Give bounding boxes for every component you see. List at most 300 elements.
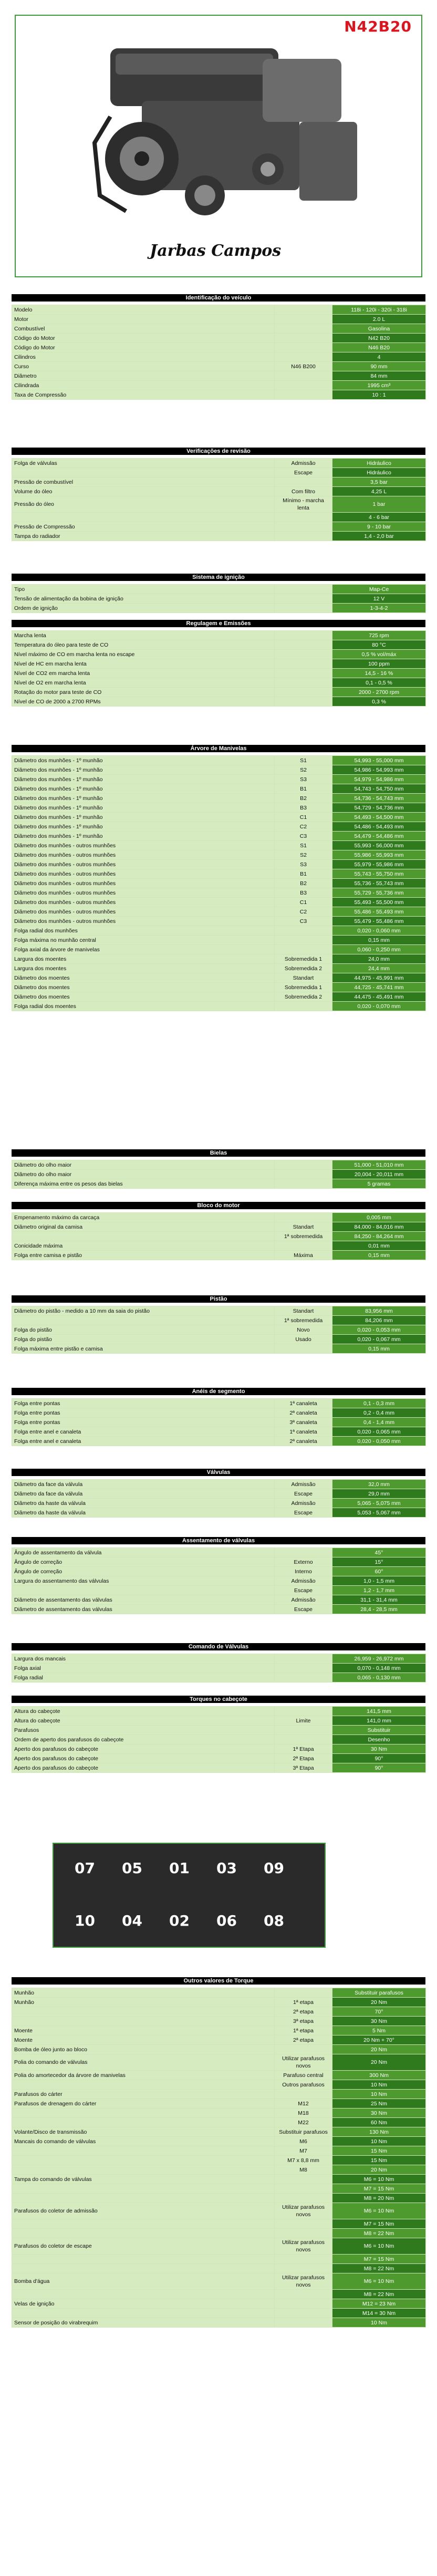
spec-value: 3,5 bar: [332, 477, 426, 487]
spec-condition: B3: [275, 803, 332, 813]
spec-label: Diâmetro dos munhões - outros munhões: [12, 898, 275, 907]
spec-value: Map-Ce: [332, 585, 426, 594]
spec-label: Ângulo de assentamento da válvula: [12, 1548, 275, 1557]
spec-label: Diâmetro dos munhões - outros munhões: [12, 860, 275, 869]
spec-row: [12, 1325, 426, 1335]
spec-label: Aperto dos parafusos do cabeçote: [12, 1763, 275, 1773]
spec-label: [12, 513, 275, 522]
spec-row: [12, 1222, 426, 1232]
spec-value: 5,065 - 5,075 mm: [332, 1499, 426, 1508]
spec-value: Hidráulico: [332, 468, 426, 477]
spec-table: [12, 1306, 426, 1354]
spec-condition: 3ª Etapa: [275, 1763, 332, 1773]
spec-row: [12, 1754, 426, 1763]
spec-row: [12, 1508, 426, 1518]
spec-value: 0,1 - 0,5 %: [332, 678, 426, 688]
spec-condition: M18: [275, 2108, 332, 2118]
spec-label: Folga máxima entre pistão e camisa: [12, 1344, 275, 1354]
spec-row: [12, 2054, 426, 2071]
spec-table: [12, 1988, 426, 2328]
spec-condition: [275, 532, 332, 541]
spec-condition: Substituir parafusos: [275, 2127, 332, 2137]
spec-label: Folga entre camisa e pistão: [12, 1251, 275, 1260]
spec-label: Diâmetro dos moentes: [12, 983, 275, 992]
spec-label: [12, 2194, 275, 2203]
spec-label: Diâmetro dos munhões - outros munhões: [12, 869, 275, 879]
section-title: Válvulas: [12, 1469, 425, 1476]
spec-row: [12, 2026, 426, 2035]
spec-label: Cilindrada: [12, 381, 275, 390]
spec-row: [12, 585, 426, 594]
spec-row: [12, 352, 426, 362]
spec-label: Parafusos do cárter: [12, 2090, 275, 2099]
spec-value: 0,3 %: [332, 697, 426, 707]
spec-condition: [275, 2090, 332, 2099]
spec-section-s14: [12, 1977, 425, 2328]
spec-value: 55,979 - 55,986 mm: [332, 860, 426, 869]
spec-label: Parafusos: [12, 1726, 275, 1735]
spec-label: [12, 468, 275, 477]
spec-label: [12, 2290, 275, 2299]
spec-condition: Usado: [275, 1335, 332, 1344]
spec-condition: [275, 315, 332, 324]
spec-value: 55,986 - 55,993 mm: [332, 850, 426, 860]
spec-row: [12, 381, 426, 390]
spec-row: [12, 794, 426, 803]
spec-row: [12, 1241, 426, 1251]
spec-condition: [275, 1241, 332, 1251]
spec-condition: [275, 334, 332, 343]
spec-row: [12, 1673, 426, 1682]
spec-section-s6: [12, 1149, 425, 1189]
spec-label: Folga entre pontas: [12, 1399, 275, 1408]
spec-condition: [275, 659, 332, 669]
spec-value: M6 = 10 Nm: [332, 2238, 426, 2255]
spec-section-s1: [12, 294, 425, 400]
spec-row: [12, 2045, 426, 2054]
spec-row: [12, 1480, 426, 1489]
spec-row: [12, 594, 426, 604]
spec-condition: S3: [275, 775, 332, 784]
spec-label: Pressão de combustível: [12, 477, 275, 487]
spec-label: Mancais do comando de válvulas: [12, 2137, 275, 2146]
spec-value: 1 bar: [332, 496, 426, 513]
spec-label: Temperatura do óleo para teste de CO: [12, 640, 275, 650]
spec-value: M8 = 22 Nm: [332, 2229, 426, 2238]
spec-row: [12, 2165, 426, 2175]
spec-label: Munhão: [12, 1988, 275, 1998]
spec-label: Diâmetro da face da válvula: [12, 1489, 275, 1499]
spec-condition: Externo: [275, 1557, 332, 1567]
spec-row: [12, 898, 426, 907]
spec-value: 118i - 120i - 320i - 318i: [332, 305, 426, 315]
spec-row: [12, 2156, 426, 2165]
spec-value: 25 Nm: [332, 2099, 426, 2108]
spec-label: Munhão: [12, 1998, 275, 2007]
spec-value: 60 Nm: [332, 2118, 426, 2127]
spec-label: Código do Motor: [12, 343, 275, 352]
spec-condition: Sobremedida 1: [275, 954, 332, 964]
spec-row: [12, 1251, 426, 1260]
spec-condition: Sobremedida 1: [275, 983, 332, 992]
spec-condition: [275, 1170, 332, 1179]
spec-condition: 2ª etapa: [275, 2035, 332, 2045]
spec-value: 0,15 mm: [332, 936, 426, 945]
spec-label: [12, 2184, 275, 2194]
spec-condition: [275, 2045, 332, 2054]
spec-value: 54,979 - 54,986 mm: [332, 775, 426, 784]
spec-label: Diâmetro da haste da válvula: [12, 1508, 275, 1518]
spec-row: [12, 2194, 426, 2203]
spec-row: [12, 879, 426, 888]
spec-row: [12, 334, 426, 343]
spec-label: Nível de O2 em marcha lenta: [12, 678, 275, 688]
spec-value: 1,4 - 2,0 bar: [332, 532, 426, 541]
spec-value: 1,2 - 1,7 mm: [332, 1586, 426, 1595]
spec-condition: M7: [275, 2146, 332, 2156]
spec-condition: Escape: [275, 1605, 332, 1614]
spec-label: Aperto dos parafusos do cabeçote: [12, 1754, 275, 1763]
spec-value: 84 mm: [332, 371, 426, 381]
spec-label: [12, 2219, 275, 2229]
spec-row: [12, 2203, 426, 2219]
spec-value: 2.0 L: [332, 315, 426, 324]
spec-section-s12: [12, 1643, 425, 1682]
spec-condition: S1: [275, 756, 332, 765]
spec-row: [12, 513, 426, 522]
spec-value: M7 = 15 Nm: [332, 2184, 426, 2194]
spec-condition: 3ª canaleta: [275, 1418, 332, 1427]
spec-section-s4: [12, 620, 425, 707]
spec-label: Altura do cabeçote: [12, 1707, 275, 1716]
spec-condition: Limite: [275, 1716, 332, 1726]
spec-value: N42 B20: [332, 334, 426, 343]
spec-value: 44,725 - 45,741 mm: [332, 983, 426, 992]
spec-value: M8 = 22 Nm: [332, 2264, 426, 2273]
section-title: Anéis de segmento: [12, 1388, 425, 1395]
spec-condition: Sobremedida 2: [275, 964, 332, 973]
spec-row: [12, 2309, 426, 2318]
spec-row: [12, 315, 426, 324]
spec-label: Ângulo de correção: [12, 1567, 275, 1576]
spec-row: [12, 926, 426, 936]
spec-row: [12, 917, 426, 926]
spec-label: Ordem de ignição: [12, 604, 275, 613]
spec-value: 0,020 - 0,060 mm: [332, 926, 426, 936]
spec-condition: [275, 604, 332, 613]
spec-value: 20 Nm: [332, 1998, 426, 2007]
spec-row: [12, 1170, 426, 1179]
spec-row: [12, 1335, 426, 1344]
spec-condition: [275, 640, 332, 650]
spec-row: [12, 2318, 426, 2328]
spec-row: [12, 688, 426, 697]
spec-value: 0,020 - 0,070 mm: [332, 1002, 426, 1011]
spec-value: M6 = 10 Nm: [332, 2175, 426, 2184]
spec-row: [12, 1988, 426, 1998]
spec-label: Diâmetro dos munhões - outros munhões: [12, 888, 275, 898]
spec-value: M8 = 20 Nm: [332, 2194, 426, 2203]
spec-label: [12, 1232, 275, 1241]
spec-label: [12, 2264, 275, 2273]
spec-label: Diâmetro da haste da válvula: [12, 1499, 275, 1508]
spec-condition: [275, 390, 332, 400]
spec-label: Curso: [12, 362, 275, 371]
engine-code-title: N42B20: [344, 18, 412, 35]
spec-value: 24,4 mm: [332, 964, 426, 973]
spec-condition: [275, 2184, 332, 2194]
spec-value: 54,993 - 55,000 mm: [332, 756, 426, 765]
spec-label: Volume do óleo: [12, 487, 275, 496]
spec-value: 300 Nm: [332, 2071, 426, 2080]
spec-row: [12, 1654, 426, 1664]
spec-value: 5 Nm: [332, 2026, 426, 2035]
spec-label: Sensor de posição do virabrequim: [12, 2318, 275, 2328]
spec-label: Rotação do motor para teste de CO: [12, 688, 275, 697]
spec-label: Velas de ignição: [12, 2299, 275, 2309]
spec-value: 83,956 mm: [332, 1306, 426, 1316]
spec-row: [12, 983, 426, 992]
section-title: Bielas: [12, 1149, 425, 1157]
spec-row: [12, 604, 426, 613]
spec-value: 90°: [332, 1763, 426, 1773]
spec-label: Moente: [12, 2035, 275, 2045]
spec-condition: [275, 477, 332, 487]
spec-condition: Utilizar parafusos novos: [275, 2238, 332, 2255]
spec-row: [12, 2264, 426, 2273]
spec-row: [12, 487, 426, 496]
spec-value: 0,070 - 0,148 mm: [332, 1664, 426, 1673]
spec-condition: 2ª etapa: [275, 2007, 332, 2017]
spec-condition: 1ª Etapa: [275, 1744, 332, 1754]
spec-condition: [275, 2309, 332, 2318]
spec-condition: M7 x 8,8 mm: [275, 2156, 332, 2165]
spec-row: [12, 2090, 426, 2099]
spec-row: [12, 477, 426, 487]
spec-label: Moente: [12, 2026, 275, 2035]
spec-condition: [275, 1726, 332, 1735]
spec-row: [12, 964, 426, 973]
spec-row: [12, 1316, 426, 1325]
spec-row: [12, 1437, 426, 1446]
spec-value: 90 mm: [332, 362, 426, 371]
spec-condition: [275, 513, 332, 522]
spec-label: Folga axial: [12, 1664, 275, 1673]
spec-condition: [275, 697, 332, 707]
spec-row: [12, 640, 426, 650]
spec-row: [12, 1998, 426, 2007]
spec-label: Bomba d'água: [12, 2273, 275, 2290]
spec-label: Diâmetro dos munhões - outros munhões: [12, 917, 275, 926]
spec-value: 14,5 - 16 %: [332, 669, 426, 678]
spec-condition: [275, 936, 332, 945]
spec-label: Diâmetro dos munhões - 1º munhão: [12, 832, 275, 841]
engine-photo-frame: [15, 15, 422, 277]
spec-value: 55,736 - 55,743 mm: [332, 879, 426, 888]
spec-row: [12, 532, 426, 541]
spec-value: 12 V: [332, 594, 426, 604]
spec-condition: [275, 1664, 332, 1673]
spec-row: [12, 1344, 426, 1354]
spec-value: 0,020 - 0,067 mm: [332, 1335, 426, 1344]
spec-condition: 2ª canaleta: [275, 1437, 332, 1446]
spec-condition: M6: [275, 2137, 332, 2146]
spec-value: 54,486 - 54,493 mm: [332, 822, 426, 832]
spec-label: Tipo: [12, 585, 275, 594]
spec-label: Empenamento máximo da carcaça: [12, 1213, 275, 1222]
spec-label: Folga entre pontas: [12, 1418, 275, 1427]
spec-value: 44,975 - 45,991 mm: [332, 973, 426, 983]
section-title: Assentamento de válvulas: [12, 1537, 425, 1544]
spec-value: 54,743 - 54,750 mm: [332, 784, 426, 794]
spec-row: [12, 2108, 426, 2118]
spec-condition: [275, 1735, 332, 1744]
spec-condition: B3: [275, 888, 332, 898]
spec-condition: [275, 305, 332, 315]
spec-condition: C2: [275, 822, 332, 832]
spec-value: 54,479 - 54,486 mm: [332, 832, 426, 841]
spec-condition: Utilizar parafusos novos: [275, 2054, 332, 2071]
spec-label: Ângulo de correção: [12, 1557, 275, 1567]
spec-label: Tampa do radiador: [12, 532, 275, 541]
spec-label: Folga de válvulas: [12, 459, 275, 468]
spec-label: [12, 2118, 275, 2127]
spec-label: [12, 1316, 275, 1325]
spec-label: Código do Motor: [12, 334, 275, 343]
spec-row: [12, 496, 426, 513]
spec-row: [12, 888, 426, 898]
spec-label: [12, 2146, 275, 2156]
author-signature: Jarbas Campos: [150, 242, 282, 260]
spec-label: [12, 2017, 275, 2026]
spec-condition: 1ª etapa: [275, 2026, 332, 2035]
spec-value: 28,4 - 28,5 mm: [332, 1605, 426, 1614]
spec-condition: [275, 381, 332, 390]
spec-condition: Sobremedida 2: [275, 992, 332, 1002]
spec-value: 0,065 - 0,130 mm: [332, 1673, 426, 1682]
spec-label: Combustível: [12, 324, 275, 334]
spec-label: Diâmetro do pistão - medido a 10 mm da saia do pistão: [12, 1306, 275, 1316]
spec-condition: 1ª canaleta: [275, 1399, 332, 1408]
spec-value: 55,729 - 55,736 mm: [332, 888, 426, 898]
spec-condition: B1: [275, 784, 332, 794]
spec-value: 2000 - 2700 rpm: [332, 688, 426, 697]
spec-table: [12, 630, 426, 707]
spec-value: 0,5 % vol/máx: [332, 650, 426, 659]
spec-condition: Admissão: [275, 1499, 332, 1508]
spec-value: M6 = 10 Nm: [332, 2273, 426, 2290]
spec-row: [12, 756, 426, 765]
spec-label: Folga radial dos moentes: [12, 1002, 275, 1011]
spec-label: Largura dos mancais: [12, 1654, 275, 1664]
spec-value: 0,2 - 0,4 mm: [332, 1408, 426, 1418]
spec-row: [12, 869, 426, 879]
spec-label: Diâmetro dos munhões - 1º munhão: [12, 813, 275, 822]
spec-label: Cilindros: [12, 352, 275, 362]
spec-condition: Admissão: [275, 1576, 332, 1586]
bolt-order-number: 06: [216, 1912, 237, 1929]
spec-row: [12, 1418, 426, 1427]
spec-condition: S3: [275, 860, 332, 869]
spec-value: 55,486 - 55,493 mm: [332, 907, 426, 917]
spec-condition: B2: [275, 879, 332, 888]
spec-row: [12, 1427, 426, 1437]
spec-condition: Standart: [275, 1222, 332, 1232]
spec-condition: [275, 585, 332, 594]
spec-label: Taxa de Compressão: [12, 390, 275, 400]
spec-value: 141,0 mm: [332, 1716, 426, 1726]
spec-row: [12, 324, 426, 334]
spec-condition: [275, 945, 332, 954]
spec-label: Pressão do óleo: [12, 496, 275, 513]
spec-label: Folga entre pontas: [12, 1408, 275, 1418]
spec-row: [12, 631, 426, 640]
spec-value: M14 = 30 Nm: [332, 2309, 426, 2318]
spec-row: [12, 362, 426, 371]
spec-section-s7: [12, 1202, 425, 1260]
spec-row: [12, 1399, 426, 1408]
spec-row: [12, 2273, 426, 2290]
spec-value: 0,060 - 0,250 mm: [332, 945, 426, 954]
spec-condition: 1ª sobremedida: [275, 1232, 332, 1241]
spec-condition: [275, 2175, 332, 2184]
section-title: Comando de Válvulas: [12, 1643, 425, 1650]
spec-condition: [275, 343, 332, 352]
spec-label: Largura dos moentes: [12, 964, 275, 973]
spec-label: Polia do comando de válvulas: [12, 2054, 275, 2071]
spec-value: 60°: [332, 1567, 426, 1576]
spec-value: 10 Nm: [332, 2137, 426, 2146]
spec-value: 725 rpm: [332, 631, 426, 640]
spec-label: Folga radial dos munhões: [12, 926, 275, 936]
spec-label: Parafusos de drenagem do cárter: [12, 2099, 275, 2108]
spec-row: [12, 1002, 426, 1011]
spec-value: 0,020 - 0,053 mm: [332, 1325, 426, 1335]
spec-table: [12, 458, 426, 541]
spec-label: Motor: [12, 315, 275, 324]
spec-label: Folga máxima no munhão central: [12, 936, 275, 945]
spec-label: [12, 2165, 275, 2175]
spec-value: Gasolina: [332, 324, 426, 334]
spec-row: [12, 2007, 426, 2017]
spec-value: 5,053 - 5,067 mm: [332, 1508, 426, 1518]
spec-condition: [275, 1213, 332, 1222]
spec-condition: M8: [275, 2165, 332, 2175]
spec-condition: [275, 2290, 332, 2299]
spec-value: 20 Nm + 70°: [332, 2035, 426, 2045]
spec-condition: Escape: [275, 1489, 332, 1499]
spec-label: Diâmetro dos munhões - outros munhões: [12, 907, 275, 917]
spec-value: 54,493 - 54,500 mm: [332, 813, 426, 822]
spec-label: Diâmetro dos munhões - 1º munhão: [12, 756, 275, 765]
spec-label: Diâmetro de assentamento das válvulas: [12, 1605, 275, 1614]
spec-section-s5: [12, 745, 425, 1011]
spec-value: Substituir parafusos: [332, 1988, 426, 1998]
spec-condition: [275, 2318, 332, 2328]
spec-row: [12, 992, 426, 1002]
spec-value: 55,479 - 55,486 mm: [332, 917, 426, 926]
bolt-order-number: 03: [216, 1860, 237, 1877]
spec-value: M7 = 15 Nm: [332, 2255, 426, 2264]
spec-condition: [275, 1654, 332, 1664]
spec-section-s8: [12, 1295, 425, 1354]
spec-table: [12, 755, 426, 1011]
spec-label: Folga do pistão: [12, 1325, 275, 1335]
spec-value: 20 Nm: [332, 2054, 426, 2071]
spec-value: 30 Nm: [332, 1744, 426, 1754]
spec-condition: M22: [275, 2118, 332, 2127]
spec-value: 55,743 - 55,750 mm: [332, 869, 426, 879]
